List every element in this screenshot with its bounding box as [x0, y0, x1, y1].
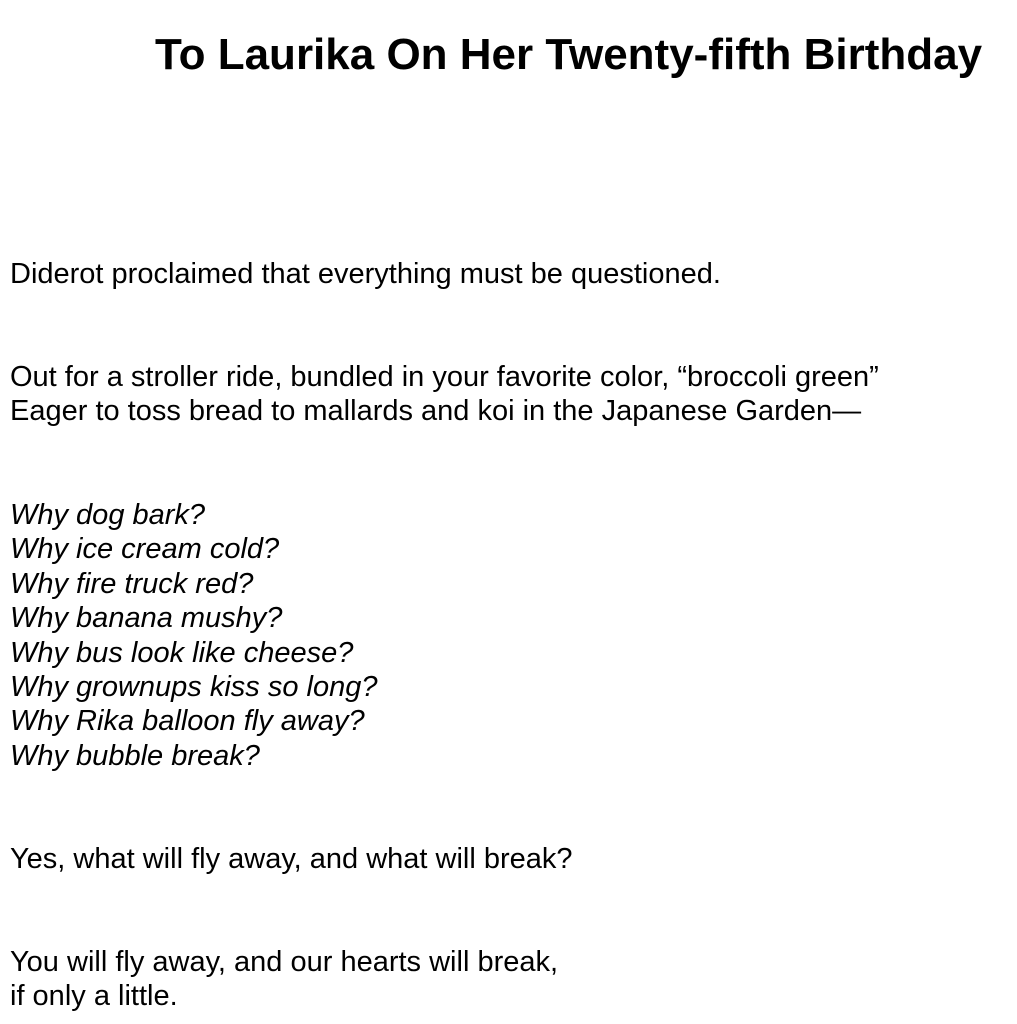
poem-line: Why ice cream cold?	[10, 533, 280, 566]
stanza-yes-question	[10, 842, 1017, 876]
stanza-diderot	[10, 257, 1017, 291]
poem-line: Why bus look like cheese?	[10, 636, 354, 669]
poem-line: Why grownups kiss so long?	[10, 671, 378, 704]
poem-line: Why fire truck red?	[10, 567, 254, 600]
stanza-stroller-ride	[10, 360, 1017, 429]
stanza-why-questions	[10, 498, 1017, 773]
poem-line: Why bubble break?	[10, 739, 260, 772]
poem-line: if only a little.	[10, 980, 178, 1013]
poem-line: You will fly away, and our hearts will break,	[10, 946, 559, 978]
poem-line: Why Rika balloon fly away?	[10, 705, 365, 738]
poem-line: Why dog bark?	[10, 499, 206, 531]
poem-line: Out for a stroller ride, bundled in your favorite color, “broccoli green”	[10, 361, 879, 393]
poem-line: Diderot proclaimed that everything must be questioned.	[10, 258, 721, 290]
poem-title: To Laurika On Her Twenty-fifth Birthday	[155, 30, 983, 79]
stanza-closing	[10, 945, 1017, 1014]
poem-line: Eager to toss bread to mallards and koi in the Japanese Garden—	[10, 395, 862, 428]
poem-line: Why banana mushy?	[10, 602, 283, 635]
poem-line: Yes, what will fly away, and what will break?	[10, 843, 573, 875]
